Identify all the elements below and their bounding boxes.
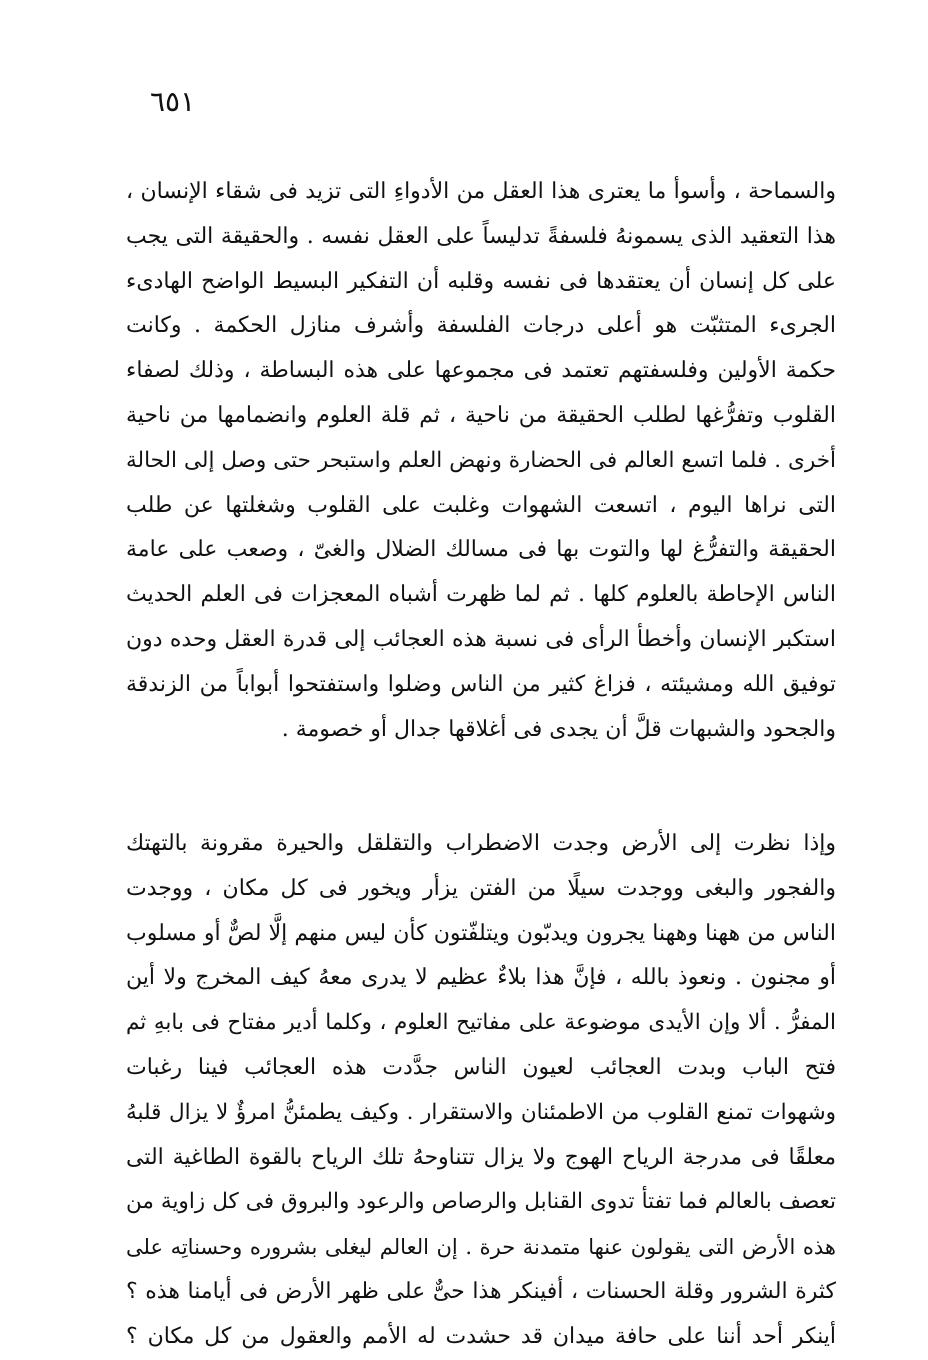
text-line: معلقًا فى مدرجة الرياح الهوج ولا يزال تتناوحهُ تلك الرياح بالقوة الطاغية التى: [126, 1144, 836, 1170]
text-line: هذه الأرض التى يقولون عنها متمدنة حرة . إن العالم ليغلى بشروره وحسناتِه على: [126, 1235, 836, 1260]
text-line: والفجور والبغى ووجدت سيلًا من الفتن يزأر ويخور فى كل مكان ، ووجدت: [126, 875, 836, 901]
text-line: أخرى . فلما اتسع العالم فى الحضارة ونهض العلم واستبحر حتى وصل إلى الحالة: [126, 447, 836, 473]
text-line: تعصف بالعالم فما تفتأ تدوى القنابل والرصاص والرعود والبروق فى كل زاوية من: [126, 1189, 836, 1215]
text-line: الحقيقة والتفرُّغ لها والتوت بها فى مسالك الضلال والغىّ ، وصعب على عامة: [126, 537, 836, 563]
text-line: أينكر أحد أننا على حافة ميدان قد حشدت له الأمم والعقول من كل مكان ؟: [126, 1323, 836, 1349]
paragraph-2: [126, 822, 836, 1360]
text-line: وإذا نظرت إلى الأرض وجدت الاضطراب والتقلقل والحيرة مقرونة بالتهتك: [126, 831, 836, 856]
text-line: فتح الباب وبدت العجائب لعيون الناس جدَّدت هذه العجائب فينا رغبات: [126, 1054, 836, 1080]
text-line: على كل إنسان أن يعتقدها فى نفسه وقلبه أن التفكير البسيط الواضح الهادىء: [126, 268, 836, 294]
text-line: كثرة الشرور وقلة الحسنات ، أفينكر هذا حىٌّ على ظهر الأرض فى أيامنا هذه ؟: [126, 1278, 836, 1304]
text-line: توفيق الله ومشيئته ، فزاغ كثير من الناس وضلوا واستفتحوا أبواباً من الزندقة: [126, 671, 836, 697]
text-line: والجحود والشبهات قلَّ أن يجدى فى أغلاقها جدال أو خصومة .: [281, 716, 836, 742]
text-line: التى نراها اليوم ، اتسعت الشهوات وغلبت على القلوب وشغلتها عن طلب: [126, 492, 836, 518]
text-line: هذا التعقيد الذى يسمونهُ فلسفةً تدليساً على العقل نفسه . والحقيقة التى يجب: [126, 223, 836, 249]
page-number: ٦٥١: [150, 85, 196, 118]
text-line: القلوب وتفرُّغها لطلب الحقيقة من ناحية ، ثم قلة العلوم وانضمامها من ناحية: [126, 402, 836, 428]
text-line: حكمة الأولين وفلسفتهم تعتمد فى مجموعها على هذه البساطة ، وذلك لصفاء: [126, 358, 836, 384]
text-line: أو مجنون . ونعوذ بالله ، فإنَّ هذا بلاءٌ عظيم لا يدرى معهُ كيف المخرج ولا أين: [126, 965, 836, 991]
paragraph-1: [126, 170, 836, 752]
text-line: الناس من ههنا وههنا يجرون ويدبّون ويتلفّتون كأن ليس منهم إلَّا لصٌّ أو مسلوب: [126, 920, 836, 946]
text-line: الناس الإحاطة بالعلوم كلها . ثم لما ظهرت أشباه المعجزات فى العلم الحديث: [126, 582, 836, 608]
text-line: الجرىء المتثبّت هو أعلى درجات الفلسفة وأشرف منازل الحكمة . وكانت: [126, 313, 836, 339]
text-line: وشهوات تمنع القلوب من الاطمئنان والاستقرار . وكيف يطمئنُّ امرؤٌ لا يزال قلبهُ: [126, 1099, 836, 1125]
text-line: استكبر الإنسان وأخطأ الرأى فى نسبة هذه العجائب إلى قدرة العقل وحده دون: [126, 626, 836, 652]
text-line: والسماحة ، وأسوأ ما يعترى هذا العقل من الأدواءِ التى تزيد فى شقاء الإنسان ،: [126, 179, 836, 204]
text-line: المفرُّ . ألا وإن الأيدى موضوعة على مفاتيح العلوم ، وكلما أدير مفتاح فى بابهِ ثم: [126, 1010, 836, 1036]
